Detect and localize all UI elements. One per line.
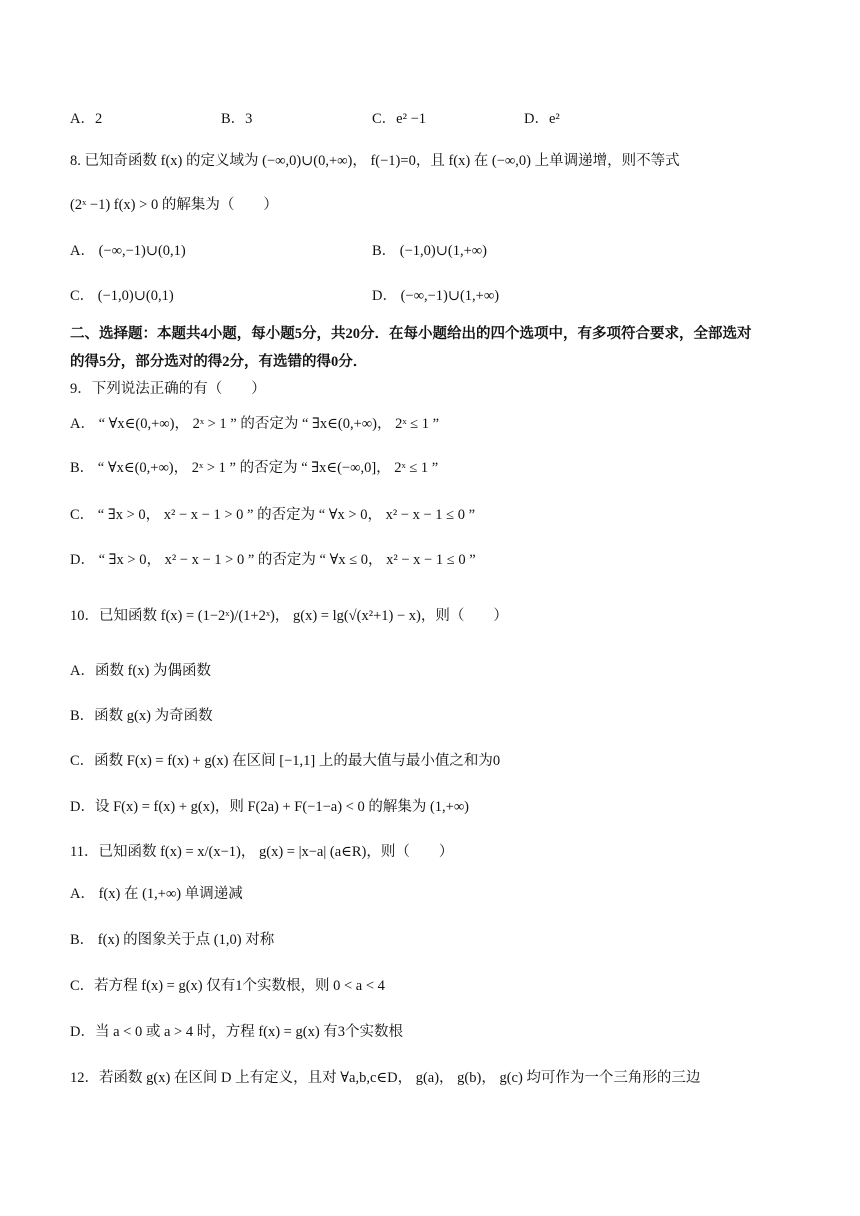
q9-option-c: C． “ ∃x > 0， x² − x − 1 > 0 ” 的否定为 “ ∀x > 0， x² − x − 1 ≤ 0 ” <box>70 507 476 523</box>
q7-option-b: B．3 <box>221 111 253 127</box>
q11-option-a: A． f(x) 在 (1,+∞) 单调递减 <box>70 886 243 902</box>
section2-heading-line1: 二、选择题：本题共4小题，每小题5分，共20分．在每小题给出的四个选项中，有多项符合要求，全部选对 <box>70 326 752 342</box>
q10-option-c: C．函数 F(x) = f(x) + g(x) 在区间 [−1,1] 上的最大值与最小值之和为0 <box>70 753 501 769</box>
q12-stem: 12．若函数 g(x) 在区间 D 上有定义，且对 ∀a,b,c∈D， g(a)， g(b)， g(c) 均可作为一个三角形的三边 <box>70 1070 701 1086</box>
q8-stem-line1: 8. 已知奇函数 f(x) 的定义域为 (−∞,0)∪(0,+∞)， f(−1)=0，且 f(x) 在 (−∞,0) 上单调递增，则不等式 <box>70 153 680 169</box>
q8-option-c: C． (−1,0)∪(0,1) <box>70 288 174 304</box>
q10-option-d: D．设 F(x) = f(x) + g(x)，则 F(2a) + F(−1−a) < 0 的解集为 (1,+∞) <box>70 799 470 815</box>
q11-option-b: B． f(x) 的图象关于点 (1,0) 对称 <box>70 932 275 948</box>
q8-option-a: A． (−∞,−1)∪(0,1) <box>70 243 186 259</box>
q9-option-d: D． “ ∃x > 0， x² − x − 1 > 0 ” 的否定为 “ ∀x ≤ 0， x² − x − 1 ≤ 0 ” <box>70 552 476 568</box>
q9-stem: 9．下列说法正确的有（ ） <box>70 381 266 397</box>
q7-option-d: D．e² <box>524 111 560 127</box>
q7-option-c: C．e² −1 <box>372 111 427 127</box>
q9-option-b: B． “ ∀x∈(0,+∞)， 2ˣ > 1 ” 的否定为 “ ∃x∈(−∞,0]， 2ˣ ≤ 1 ” <box>70 460 439 476</box>
q10-option-b: B．函数 g(x) 为奇函数 <box>70 708 213 724</box>
q9-option-a: A． “ ∀x∈(0,+∞)， 2ˣ > 1 ” 的否定为 “ ∃x∈(0,+∞)， 2ˣ ≤ 1 ” <box>70 416 440 432</box>
q8-stem-line2: (2ˣ −1) f(x) > 0 的解集为（ ） <box>70 197 278 213</box>
q11-option-c: C．若方程 f(x) = g(x) 仅有1个实数根，则 0 < a < 4 <box>70 978 385 994</box>
q11-stem: 11．已知函数 f(x) = x/(x−1)， g(x) = |x−a| (a∈R)，则（ ） <box>70 844 454 860</box>
q11-option-d: D．当 a < 0 或 a > 4 时，方程 f(x) = g(x) 有3个实数根 <box>70 1024 404 1040</box>
q7-option-a: A．2 <box>70 111 103 127</box>
q10-stem: 10．已知函数 f(x) = (1−2ˣ)/(1+2ˣ)， g(x) = lg(√(x²+1) − x)，则（ ） <box>70 608 508 624</box>
q8-option-b: B． (−1,0)∪(1,+∞) <box>372 243 487 259</box>
section2-heading-line2: 的得5分，部分选对的得2分，有选错的得0分． <box>70 354 368 370</box>
q8-option-d: D． (−∞,−1)∪(1,+∞) <box>372 288 500 304</box>
q10-option-a: A．函数 f(x) 为偶函数 <box>70 663 211 679</box>
